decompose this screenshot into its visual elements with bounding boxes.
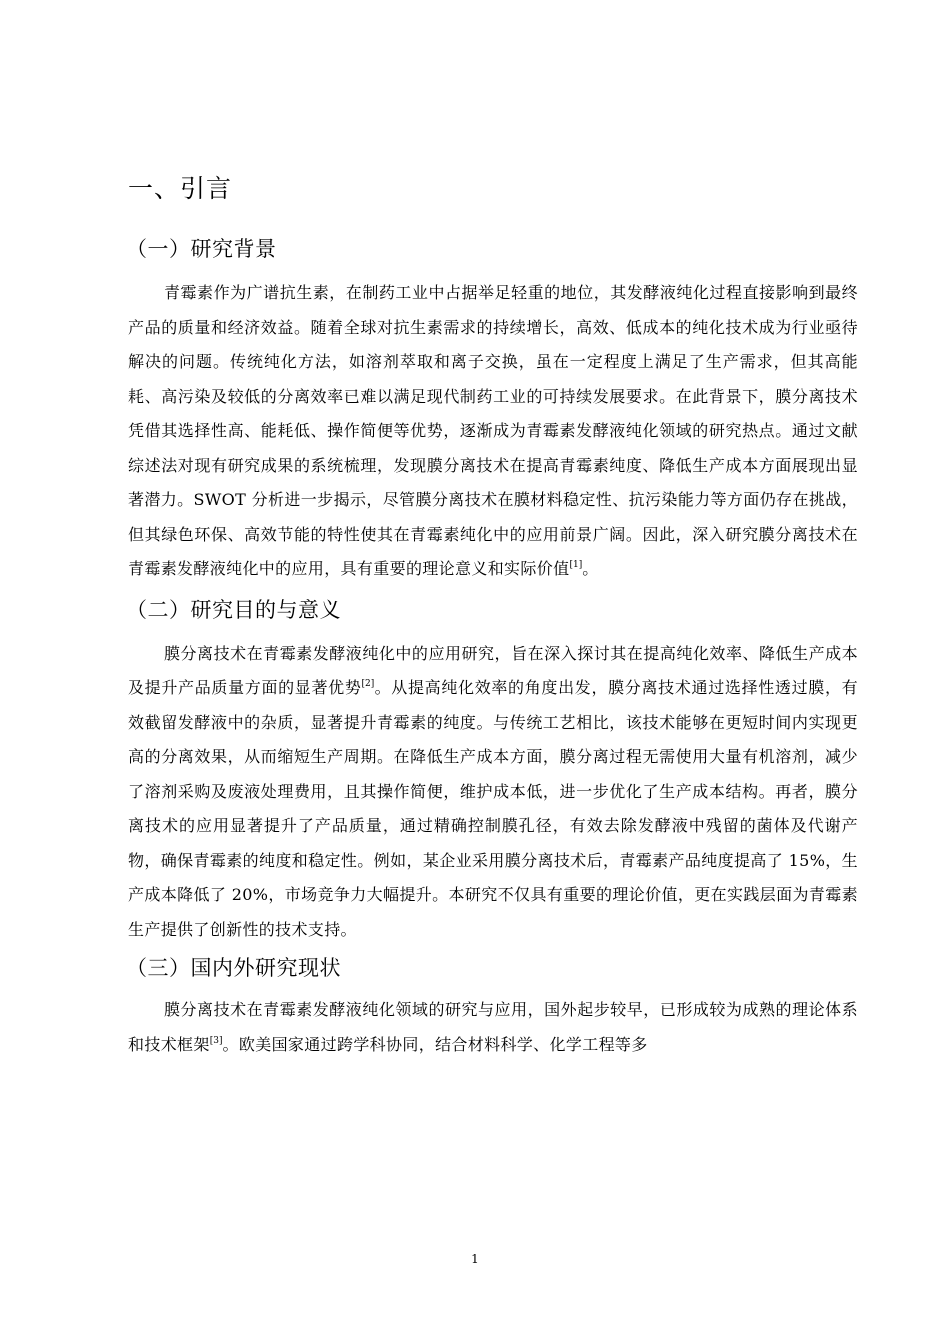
paragraph-purpose-significance bbox=[128, 637, 858, 948]
citation-ref-2: [2] bbox=[361, 679, 375, 689]
paragraph-text: 膜分离技术在青霉素发酵液纯化中的应用研究，旨在深入探讨其在提高纯化效率、降低生产成本及提升产品质量方面的显著优势 bbox=[128, 643, 858, 697]
paragraph-research-background bbox=[128, 276, 858, 587]
paragraph-text-tail: 。 bbox=[582, 559, 599, 578]
paragraph-text: 青霉素作为广谱抗生素，在制药工业中占据举足轻重的地位，其发酵液纯化过程直接影响到最终产品的质量和经济效益。随着全球对抗生素需求的持续增长，高效、低成本的纯化技术成为行业亟待解决的问题。传统纯化方法，如溶剂萃取和离子交换，虽在一定程度上满足了生产需求，但其高能耗、高污染及较低的分离效率已难以满足现代制药工业的可持续发展要求。在此背景下，膜分离技术凭借其选择性高、能耗低、操作简便等优势，逐渐成为青霉素发酵液纯化领域的研究热点。通过文献综述法对现有研究成果的系统梳理，发现膜分离技术在提高青霉素纯度、降低生产成本方面展现出显著潜力。SWOT 分析进一步揭示，尽管膜分离技术在膜材料稳定性、抗污染能力等方面仍存在挑战，但其绿色环保、高效节能的特性使其在青霉素纯化中的应用前景广阔。因此，深入研究膜分离技术在青霉素发酵液纯化中的应用，具有重要的理论意义和实际价值 bbox=[128, 283, 858, 578]
section-heading-purpose-significance: （二）研究目的与意义 bbox=[126, 597, 341, 622]
paragraph-text: 膜分离技术在青霉素发酵液纯化领域的研究与应用，国外起步较早，已形成较为成熟的理论体系和技术框架 bbox=[128, 1000, 858, 1054]
page-number: 1 bbox=[471, 1252, 479, 1266]
paragraph-text: 。欧美国家通过跨学科协同，结合材料科学、化学工程等多 bbox=[222, 1034, 648, 1054]
section-heading-research-background: （一）研究背景 bbox=[126, 237, 277, 261]
paragraph-research-status bbox=[128, 993, 858, 1062]
page-content bbox=[128, 168, 858, 1062]
citation-ref-1: [1] bbox=[569, 560, 583, 570]
chapter-title: 一、引言 bbox=[128, 174, 233, 203]
paragraph-text: 。从提高纯化效率的角度出发，膜分离技术通过选择性透过膜，有效截留发酵液中的杂质，显著提升青霉素的纯度。与传统工艺相比，该技术能够在更短时间内实现更高的分离效果，从而缩短生产周期。在降低生产成本方面，膜分离过程无需使用大量有机溶剂，减少了溶剂采购及废液处理费用，且其操作简便，维护成本低，进一步优化了生产成本结构。再者，膜分离技术的应用显著提升了产品质量，通过精确控制膜孔径，有效去除发酵液中残留的菌体及代谢产物，确保青霉素的纯度和稳定性。例如，某企业采用膜分离技术后，青霉素产品纯度提高了 15%，生产成本降低了 20%，市场竞争力大幅提升。本研究不仅具有重要的理论价值，更在实践层面为青霉素生产提供了创新性的技术支持。 bbox=[128, 678, 859, 939]
section-heading-research-status: （三）国内外研究现状 bbox=[126, 956, 341, 980]
citation-ref-3: [3] bbox=[209, 1035, 223, 1046]
